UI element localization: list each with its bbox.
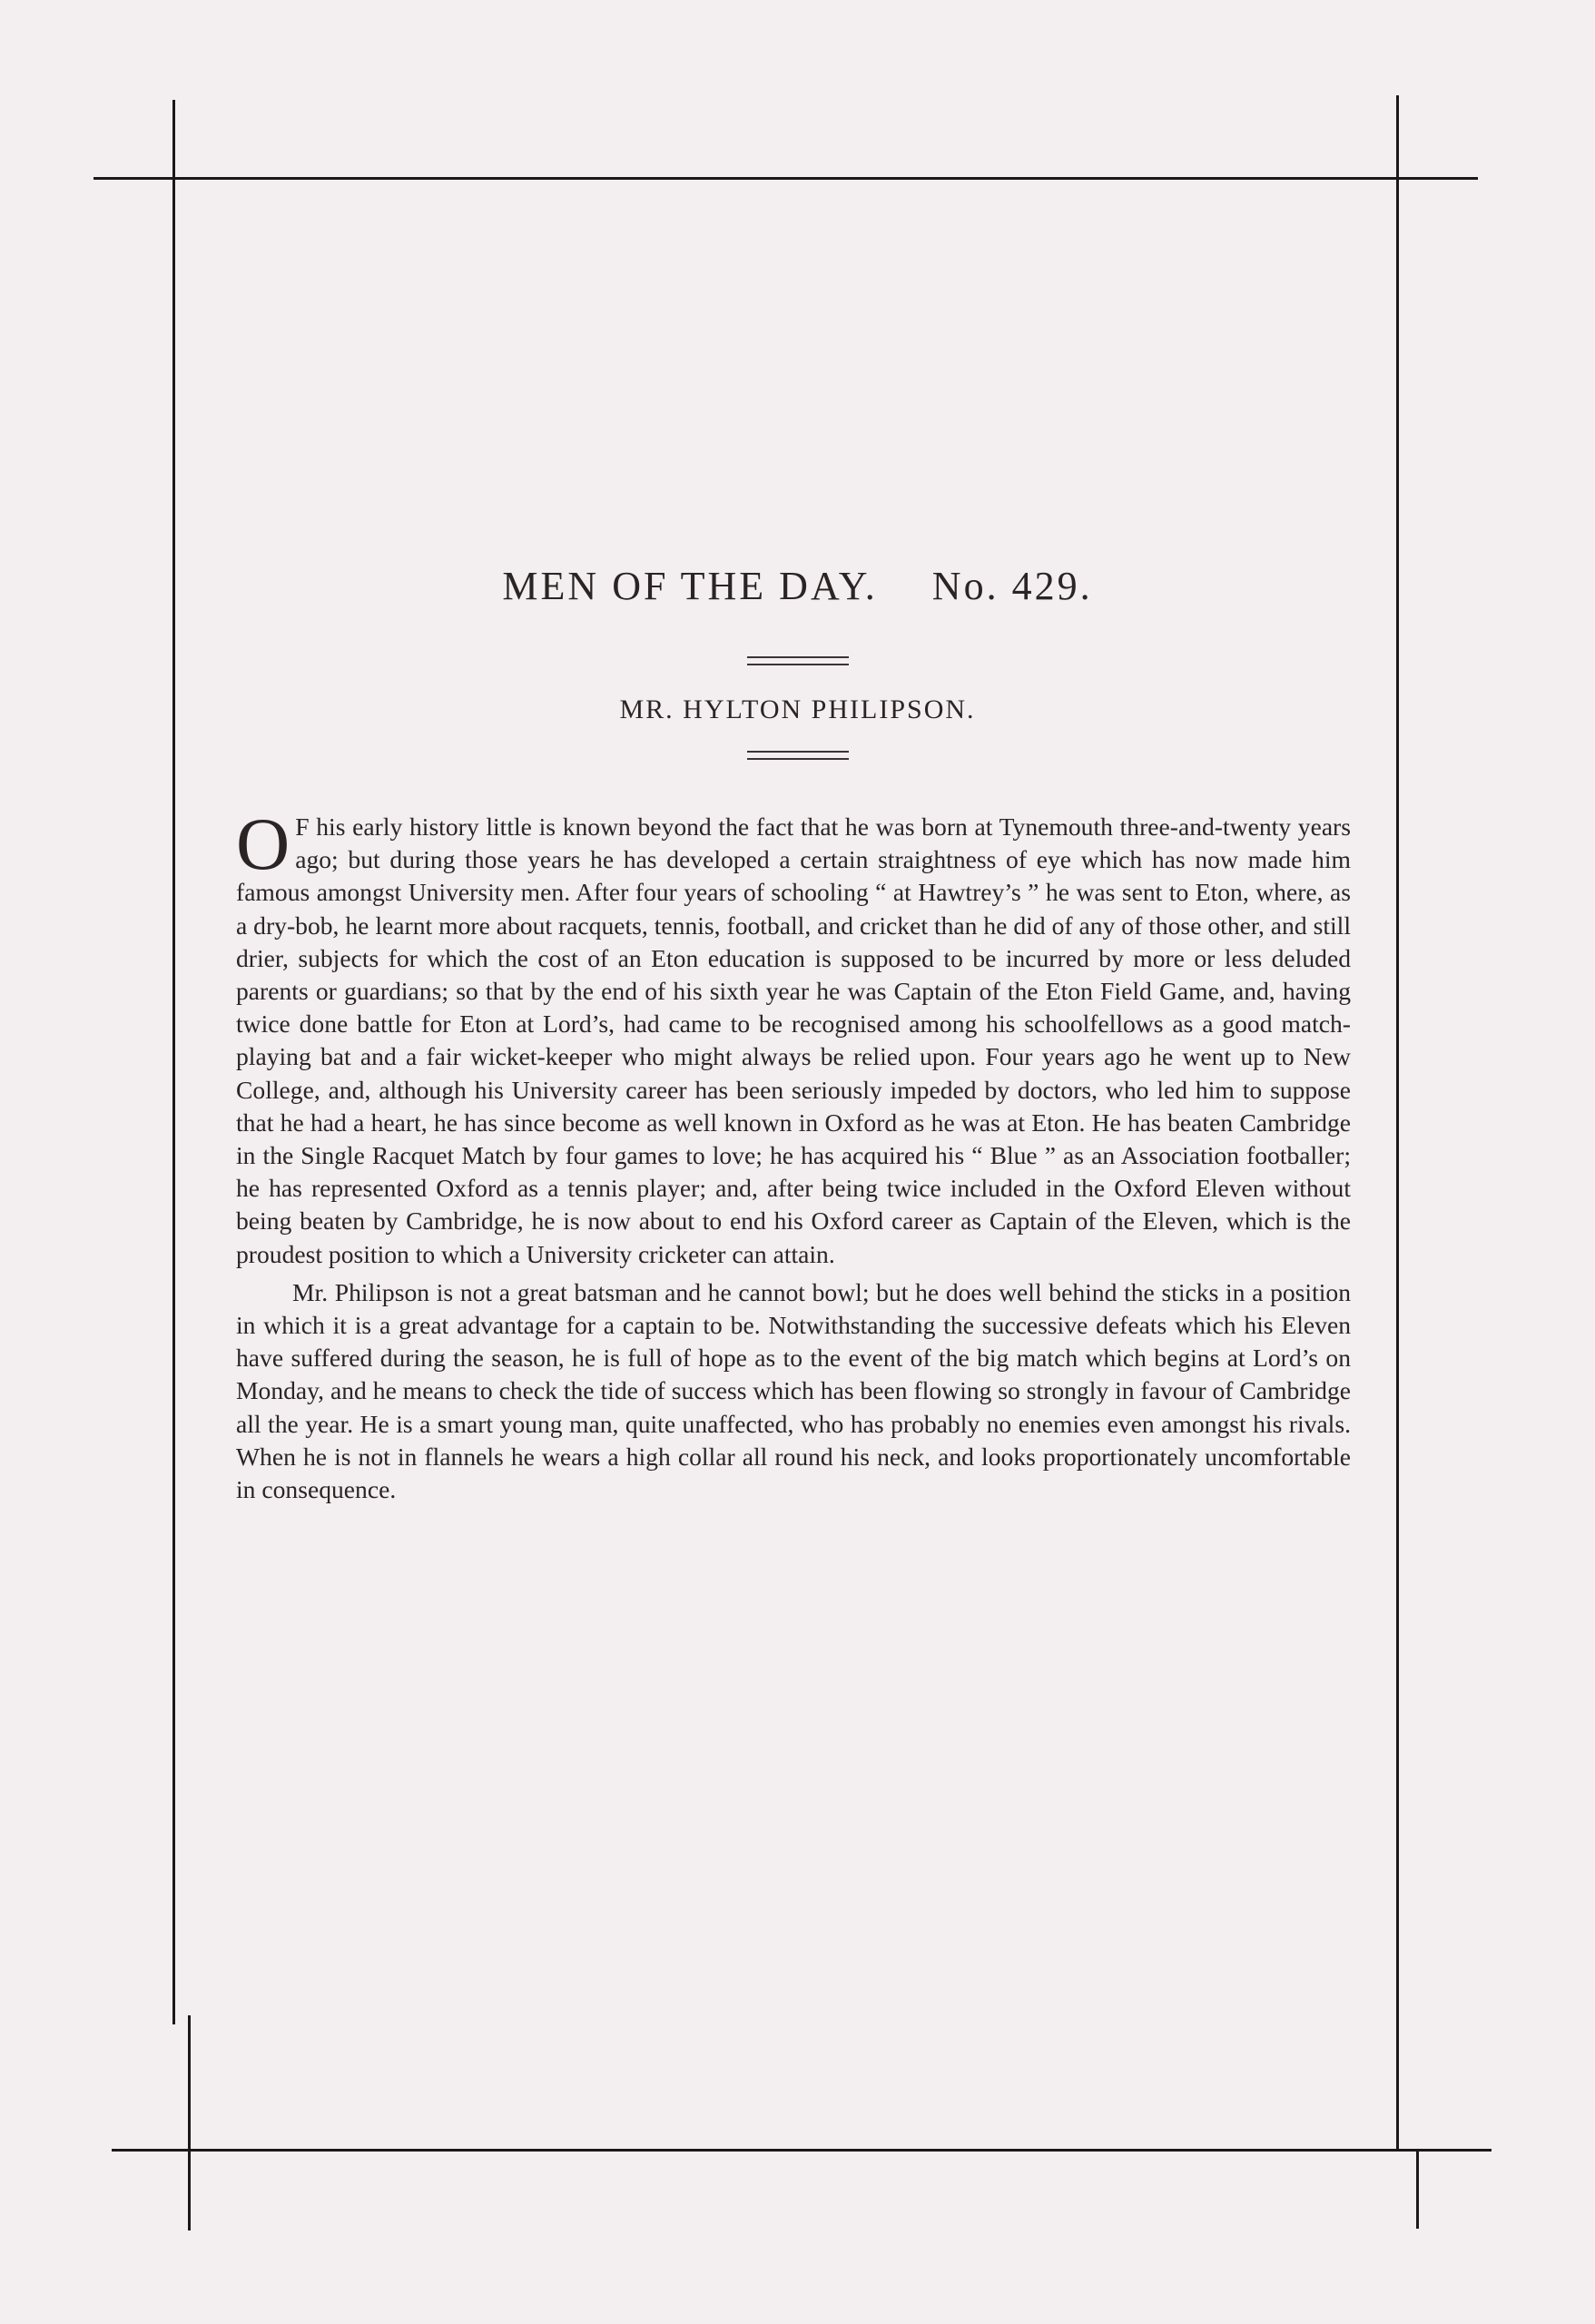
paragraph-1-text: F his early history little is known beyond the fact that he was born at Tynemouth three-and-twenty years ago; but during those years he has developed a certain straightness of eye which has now made him famous amongst University men. After four years of schooling “ at Hawtrey’s ” he was sent to Eton, where, as a dry-bob, he learnt more about racquets, tennis, football, and cricket than he did of any of those other, and still drier, subjects for which the cost of an Eton education is supposed to be incurred by more or less deluded parents or guardians; so that by the end of his sixth year he was Captain of the Eton Field Game, and, having twice done battle for Eton at Lord’s, had came to be recognised among his schoolfellows as a good match-playing bat and a fair wicket-keeper who might always be relied upon. Four years ago he went up to New College, and, although his University career has been seriously impeded by doctors, who led him to suppose that he had a heart, he has since become as well known in Oxford as he was at Eton. He has beaten Cambridge in the Single Racquet Match by four games to love; he has acquired his “ Blue ” as an Association footballer; he has represented Oxford as a tennis player; and, after being twice included in the Oxford Eleven without being beaten by Cambridge, he is now about to end his Oxford career as Captain of the Eleven, which is the proudest position to which a University cricketer can attain.: [236, 812, 1351, 1268]
article-paragraph-1: [236, 803, 1351, 1271]
article-body: [236, 803, 1351, 1506]
frame-left-rule-bottom: [188, 2015, 191, 2230]
subtitle-divider: [747, 751, 849, 760]
frame-bottom-rule: [112, 2149, 1492, 2152]
page-title: [0, 563, 1595, 609]
frame-top-rule: [94, 177, 1478, 180]
frame-left-rule: [172, 100, 175, 2024]
drop-cap: O: [236, 803, 290, 885]
article-paragraph-2: Mr. Philipson is not a great batsman and he cannot bowl; but he does well behind the sticks in a position in which it is a great advantage for a captain to be. Notwithstanding the successive defeats which his Eleven have suffered during the season, he is full of hope as to the event of the big match which begins at Lord’s on Monday, and he means to check the tide of success which has been flowing so strongly in favour of Cambridge all the year. He is a smart young man, quite unaffected, who has probably no enemies even amongst his rivals. When he is not in flannels he wears a high collar all round his neck, and looks proportionately uncomfortable in consequence.: [236, 1277, 1351, 1504]
subject-name: MR. HYLTON PHILIPSON.: [619, 694, 976, 724]
heading-block: [0, 563, 1595, 760]
title-divider: [747, 656, 849, 665]
frame-right-rule-bottom: [1416, 2149, 1419, 2229]
issue-number: No. 429.: [931, 564, 1093, 608]
frame-right-rule: [1396, 95, 1399, 2149]
series-title: MEN OF THE DAY.: [502, 564, 878, 608]
